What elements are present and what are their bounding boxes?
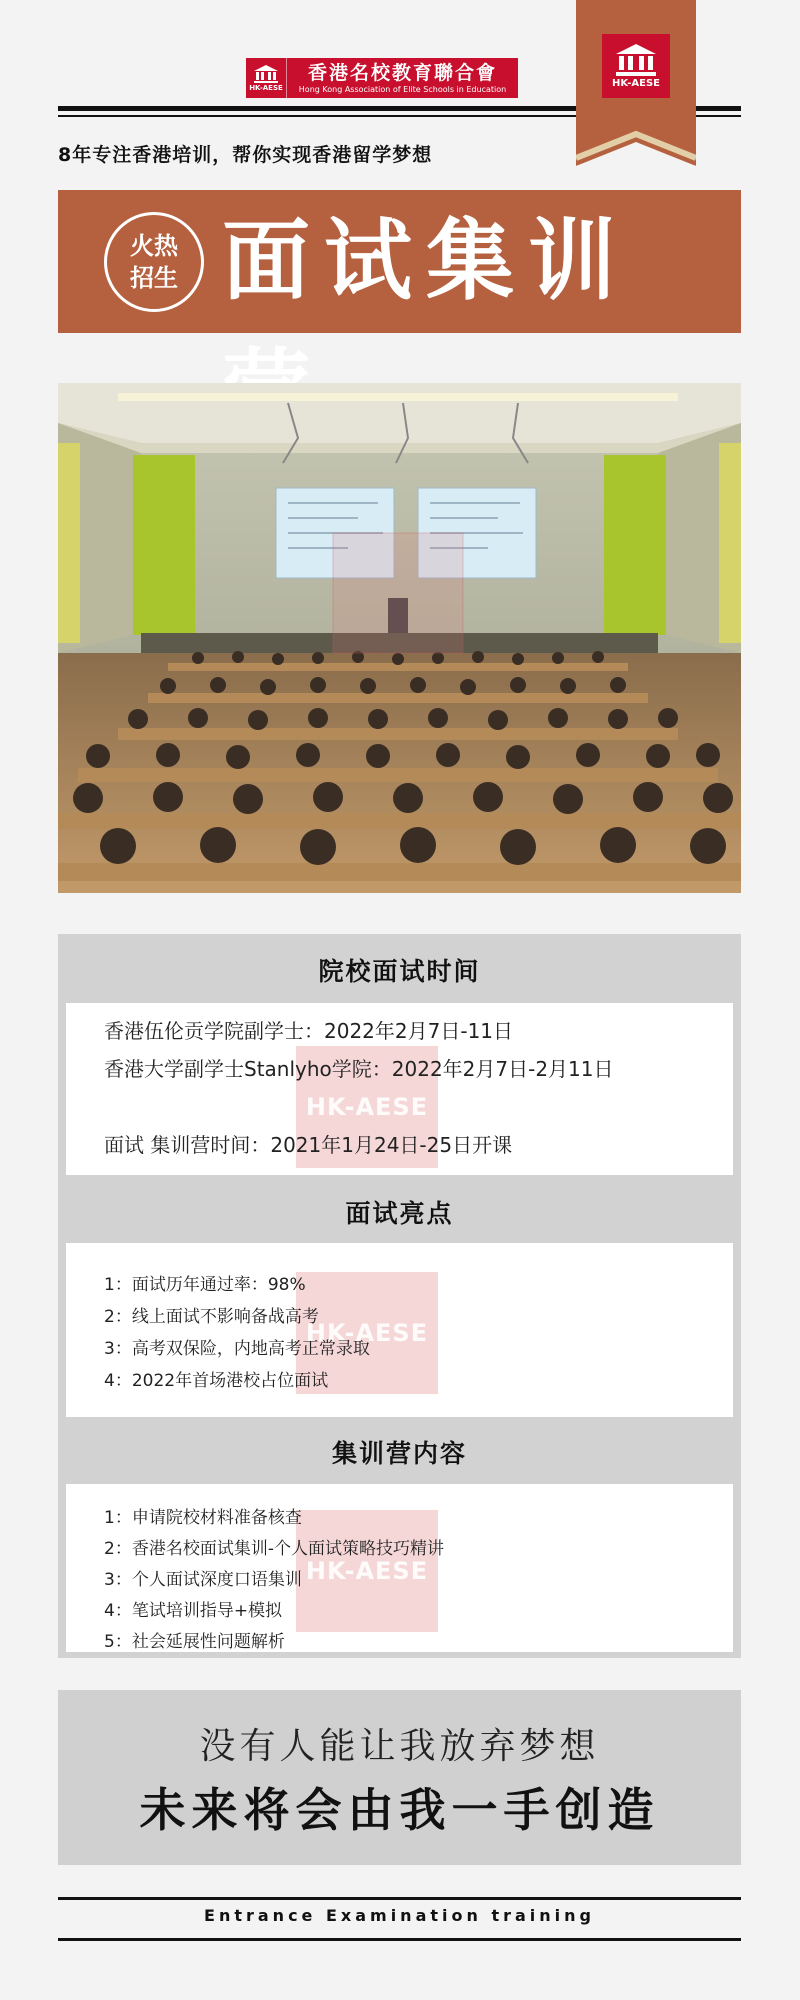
lecture-hall-photo [58, 383, 741, 893]
footer-text: Entrance Examination training [204, 1906, 595, 1925]
org-name-en: Hong Kong Association of Elite Schools in Education [298, 84, 507, 94]
quote-line-1: 没有人能让我放弃梦想 [199, 1726, 600, 1767]
org-brand-bar [246, 58, 518, 98]
schedule-line-1: 香港伍伦贡学院副学士：2022年2月7日-11日 [104, 1019, 514, 1043]
schedule-line-2: 香港大学副学士Stanlyho学院：2022年2月7日-2月11日 [104, 1057, 614, 1081]
watermark-text: HK-AESE [305, 1319, 429, 1347]
school-building-icon [614, 42, 658, 78]
badge-line-2: 招生 [130, 264, 178, 292]
ribbon-logo [602, 34, 670, 98]
content-item: 1：申请院校材料准备核查 [104, 1508, 302, 1528]
highlight-item: 3：高考双保险，内地高考正常录取 [104, 1339, 370, 1359]
hk-aese-watermark [296, 1510, 438, 1632]
content-item: 5：社会延展性问题解析 [104, 1632, 285, 1652]
quote-line-2: 未来将会由我一手创造 [139, 1783, 660, 1837]
highlight-item: 2：线上面试不影响备战高考 [104, 1307, 319, 1327]
schedule-title: 院校面试时间 [318, 957, 481, 986]
highlight-item: 1：面试历年通过率：98% [104, 1275, 306, 1295]
camp-time-line: 面试 集训营时间：2021年1月24日-25日开课 [104, 1133, 513, 1157]
org-name-cn: 香港名校教育聯合會 [307, 61, 497, 84]
watermark-text: HK-AESE [305, 1557, 429, 1585]
watermark-text: HK-AESE [305, 1093, 429, 1121]
footer-rule-bottom [58, 1938, 741, 1941]
banner-title: 面试集训 [222, 209, 631, 312]
ribbon-tail [576, 120, 696, 166]
org-logo [246, 58, 287, 98]
footer-rule-top [58, 1897, 741, 1900]
highlights-title: 面试亮点 [345, 1199, 454, 1228]
school-building-icon [253, 64, 279, 84]
hot-enrollment-badge [104, 212, 204, 312]
badge-line-1: 火热 [130, 232, 178, 260]
content-title: 集训营内容 [331, 1439, 467, 1468]
content-item: 3：个人面试深度口语集训 [104, 1570, 302, 1590]
content-item: 4：笔试培训指导+模拟 [104, 1601, 283, 1621]
content-item: 2：香港名校面试集训-个人面试策略技巧精讲 [104, 1539, 444, 1559]
highlight-item: 4：2022年首场港校占位面试 [104, 1371, 329, 1391]
ribbon-logo-abbr: HK-AESE [611, 78, 660, 89]
slogan: 8年专注香港培训，帮你实现香港留学梦想 [58, 144, 433, 166]
org-logo-abbr: HK-AESE [249, 84, 283, 92]
